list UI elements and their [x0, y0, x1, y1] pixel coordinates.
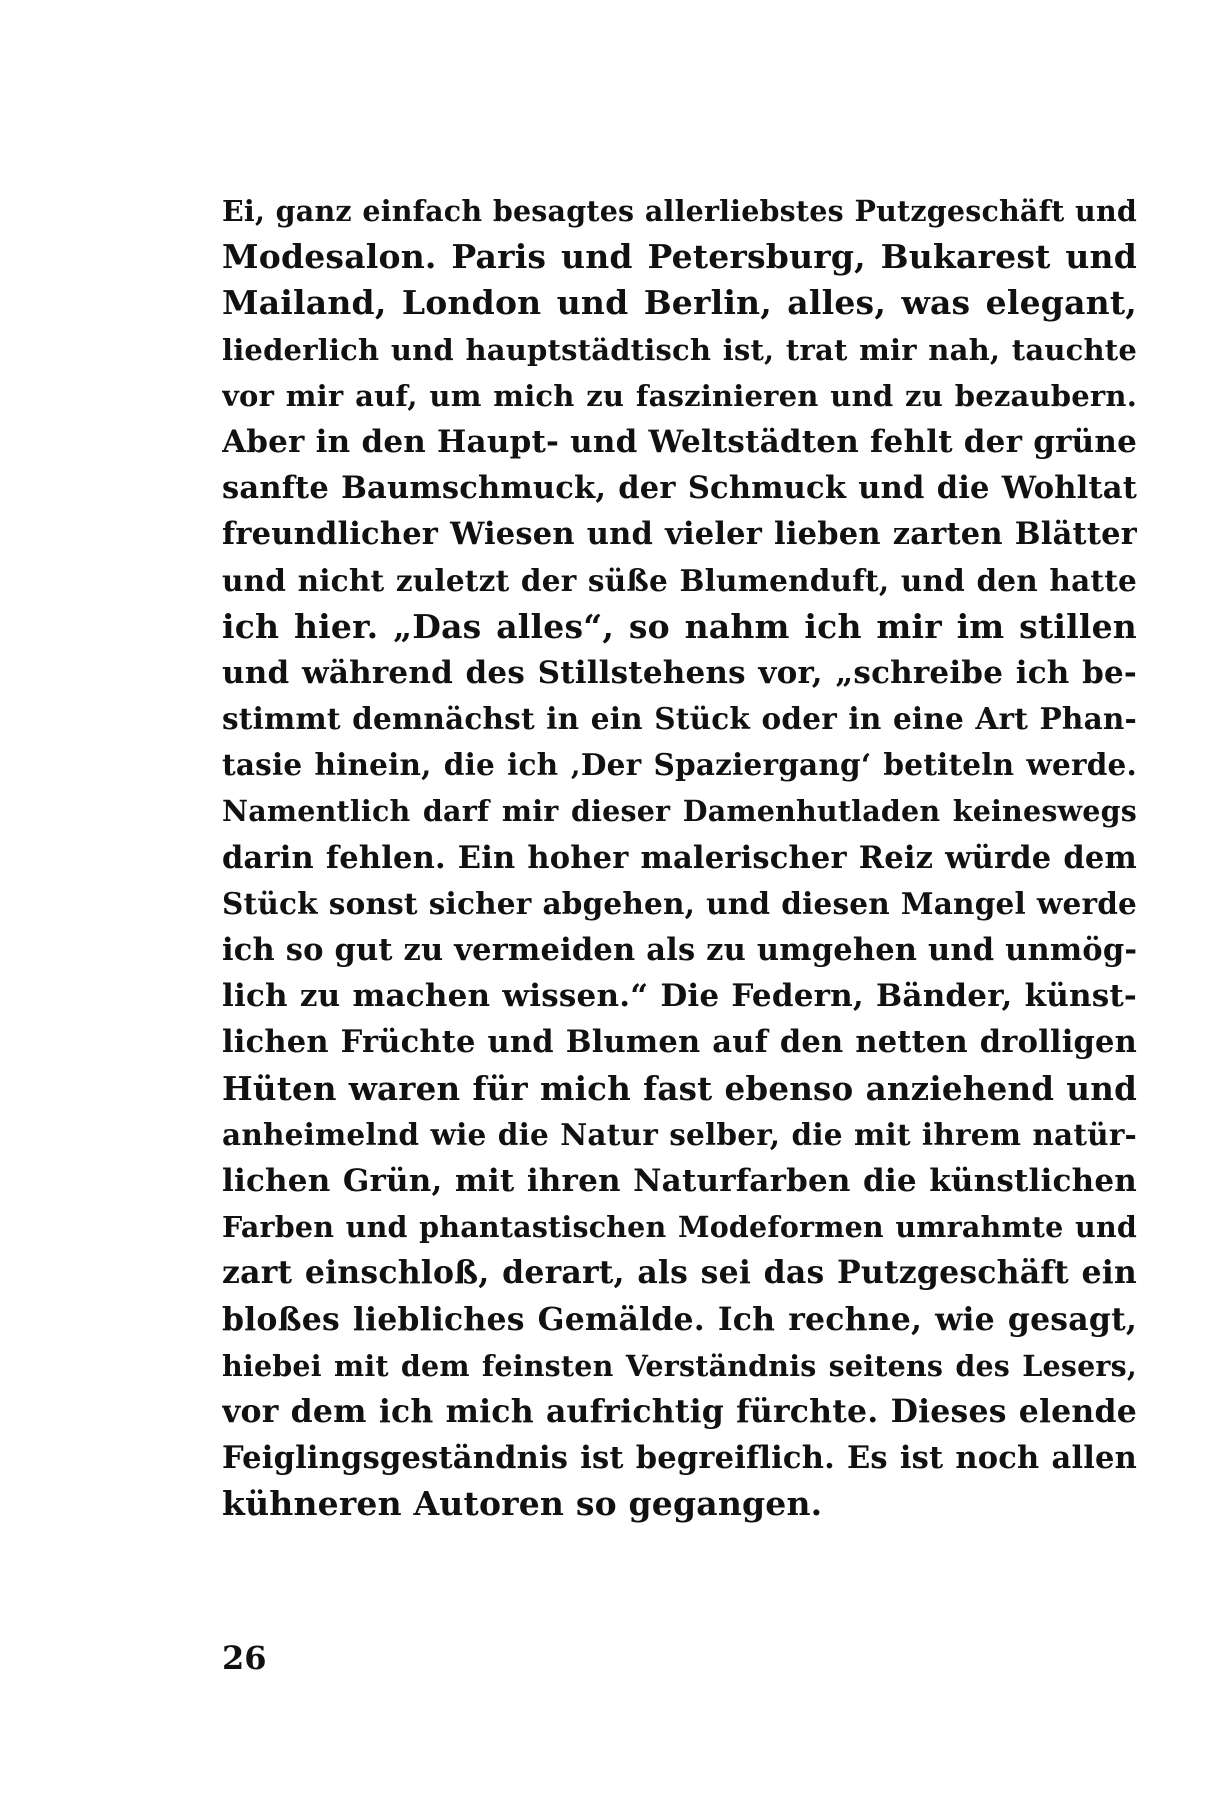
text-line-last: kühneren Autoren so gegangen. [222, 1484, 823, 1524]
text-line: sanfte Baumschmuck, der Schmuck und die Wohltat [222, 470, 1137, 507]
text-line: liederlich und hauptstädtisch ist, trat mir nah, tauchte [222, 332, 1137, 367]
text-line: Aber in den Haupt- und Weltstädten fehlt der grüne [222, 423, 1137, 460]
body-text [222, 188, 1137, 1527]
text-line: vor dem ich mich aufrichtig fürchte. Dieses elende [222, 1392, 1137, 1430]
text-line: Namentlich darf mir dieser Damenhutladen keineswegs [222, 794, 1137, 829]
text-line: ich so gut zu vermeiden als zu umgehen und unmög- [222, 932, 1137, 968]
text-line: Modesalon. Paris und Petersburg, Bukarest und [222, 237, 1137, 277]
text-line: tasie hinein, die ich ‚Der Spaziergang‘ betiteln werde. [222, 747, 1137, 783]
text-line: Mailand, London und Berlin, alles, was elegant, [222, 283, 1137, 323]
text-line: vor mir auf, um mich zu faszinieren und zu bezaubern. [222, 378, 1137, 413]
text-line: lichen Früchte und Blumen auf den netten drolligen [222, 1024, 1137, 1061]
text-line: Farben und phantastischen Modeformen umrahmte und [222, 1210, 1137, 1245]
text-line: lich zu machen wissen.“ Die Federn, Bänder, künst- [222, 978, 1137, 1015]
text-line: Feiglingsgeständnis ist begreiflich. Es ist noch allen [222, 1440, 1137, 1477]
text-line: hiebei mit dem feinsten Verständnis seitens des Lesers, [222, 1348, 1137, 1383]
text-line: und während des Stillstehens vor, „schreibe ich be- [222, 654, 1137, 691]
text-line: anheimelnd wie die Natur selber, die mit ihrem natür- [222, 1116, 1137, 1152]
text-line: stimmt demnächst in ein Stück oder in eine Art Phan- [222, 701, 1137, 737]
text-line: lichen Grün, mit ihren Naturfarben die künstlichen [222, 1162, 1137, 1199]
page-number: 26 [222, 1639, 267, 1677]
text-line: und nicht zuletzt der süße Blumenduft, und den hatte [222, 562, 1137, 598]
text-line: ich hier. „Das alles“, so nahm ich mir im stillen [222, 606, 1137, 646]
text-line: darin fehlen. Ein hoher malerischer Reiz würde dem [222, 839, 1137, 876]
text-line: Hüten waren für mich fast ebenso anziehend und [222, 1068, 1137, 1108]
text-line: zart einschloß, derart, als sei das Putzgeschäft ein [222, 1254, 1137, 1292]
text-line: bloßes liebliches Gemälde. Ich rechne, wie gesagt, [222, 1300, 1137, 1338]
text-line: freundlicher Wiesen und vieler lieben zarten Blätter [222, 516, 1137, 553]
text-line: Ei, ganz einfach besagtes allerliebstes Putzgeschäft und [222, 194, 1137, 228]
text-line: Stück sonst sicher abgehen, und diesen Mangel werde [222, 885, 1137, 921]
